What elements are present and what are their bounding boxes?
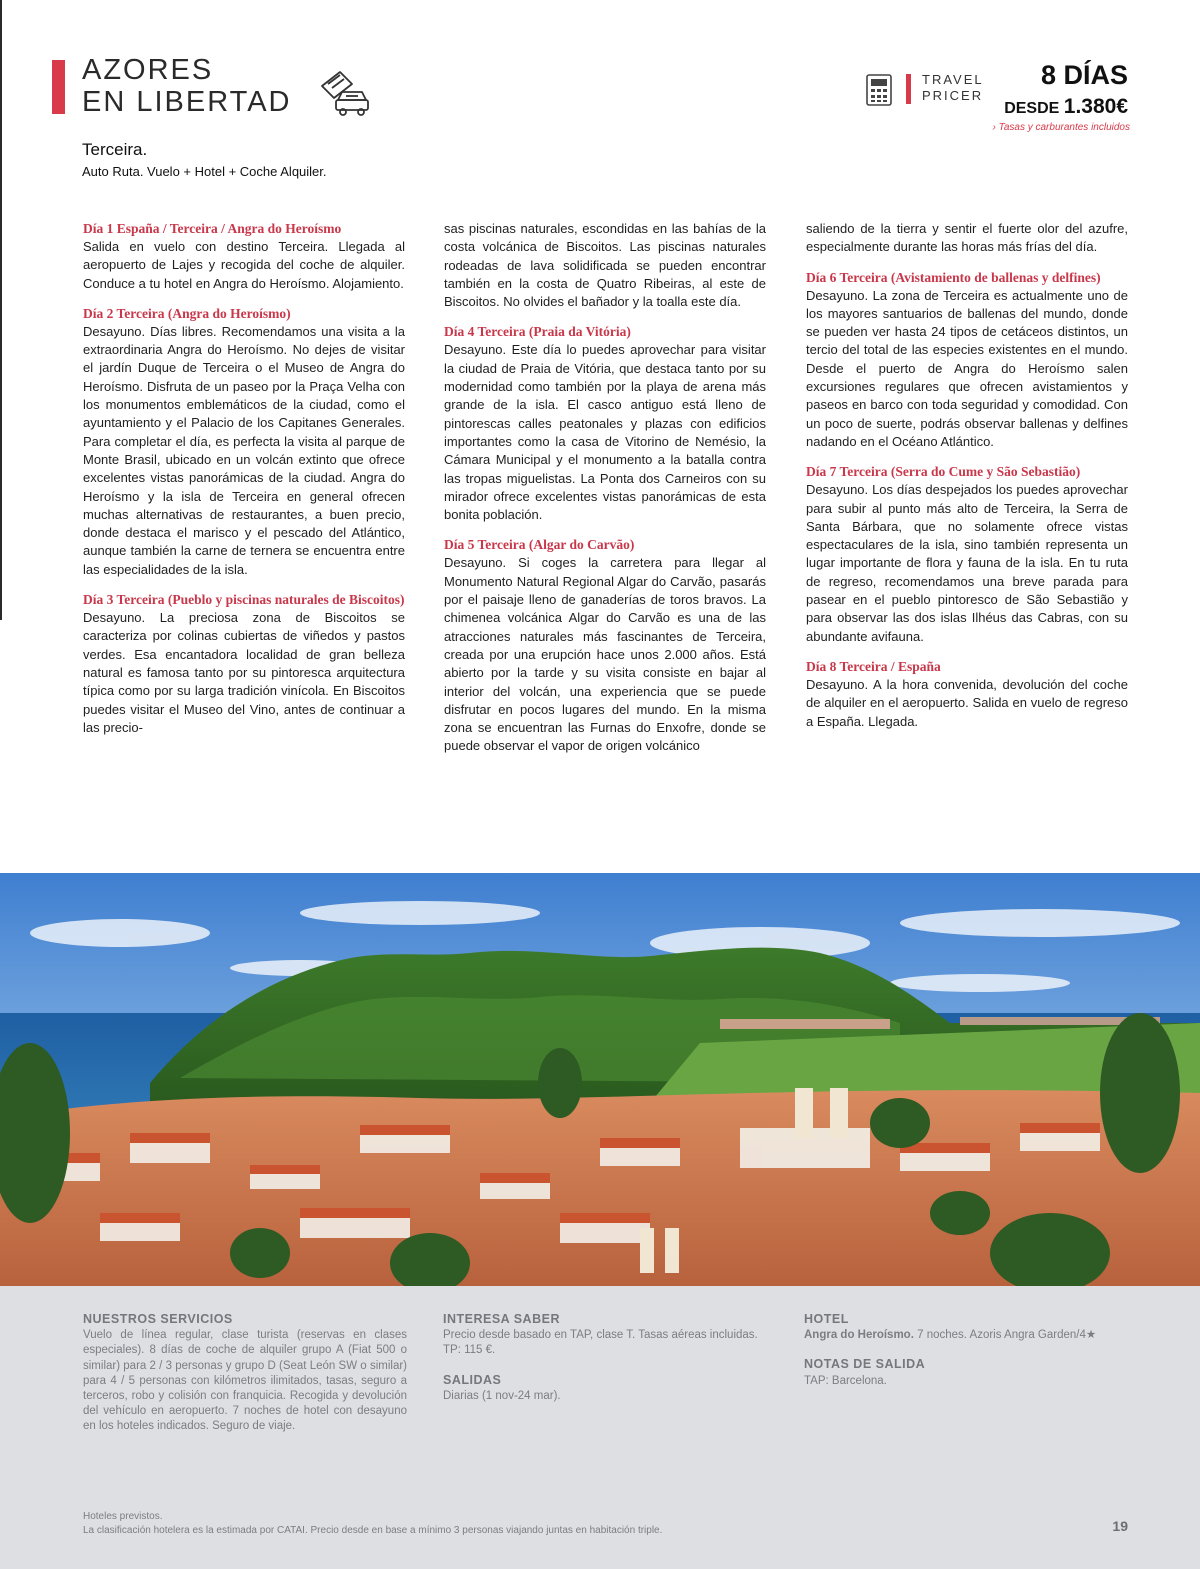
itinerary-day [444,323,766,524]
day-text: Desayuno. Días libres. Recomendamos una visita a la extraordinaria Angra do Heroísmo. No dejes de visitar el jardín Duque de Terceira o el Museo de Angra do Heroísmo. Disfruta de un paseo por la Praça Velha con los monumentos emblemáticos de la ciudad, como el ayuntamiento y el Palacio de los Capitanes Generales. Para completar el día, es perfecta la visita al parque de Monte Brasil, ubicado en un volcán extinto que ofrece excelentes vistas panorámicas de la ciudad. Angra do Heroísmo y la isla de Terceira en general ofrecen muchas alternativas de restaurantes, a buen precio, donde destaca el marisco y el pescado del Atlántico, aunque también la carne de ternera se encuentra entre las especialidades de la isla. [83,323,405,577]
travel-label: TRAVEL [922,72,984,87]
day-text: Desayuno. A la hora convenida, devolución del coche de alquiler en el aeropuerto. Salida en vuelo de regreso a España. Llegada. [806,676,1128,729]
itinerary-day-continued [806,220,1128,257]
footnote-line-1: Hoteles previstos. [83,1511,163,1522]
page-edge-line [0,0,2,620]
services-section [83,1312,407,1435]
subtitle: Terceira. [82,140,148,159]
day-text: Salida en vuelo con destino Terceira. Llegada al aeropuerto de Lajes y recogida del coche de alquiler. Conduce a tu hotel en Angra do Heroísmo. Alojamiento. [83,239,405,291]
itinerary-day [83,220,405,293]
itinerary-column-2 [444,220,766,768]
angra-do-heroismo-photo [0,873,1200,1286]
services-text: Vuelo de línea regular, clase turista (reservas en clases especiales). 8 días de coche de alquiler grupo A (Fiat 500 o similar) para 2 / 3 personas y grupo D (Seat León SW o similar) para 4 / 5 personas con kilómetros ilimitados, tasas, seguro a terceros, robo y colisión con franquicia. Recogida y devolución del vehículo en aeropuerto. 7 noches de hotel con desayuno en los hoteles indicados. Seguro de viaje. [83,1329,407,1433]
itinerary-day [444,536,766,755]
hotel-city: Angra do Heroísmo. [804,1329,914,1342]
itinerary-column-3 [806,220,1128,743]
hotel-details: 7 noches. Azoris Angra Garden/4★ [917,1329,1097,1342]
departure-notes-text: TAP: Barcelona. [804,1374,887,1387]
day-text: Desayuno. La zona de Terceira es actualmente uno de los mayores santuarios de ballenas del mundo, donde se pueden ver hasta 24 tipos de cetáceos distintos, un tercio del total de las especies existentes en el mundo. Desde el puerto de Angra do Heroísmo salen excursiones regulares que ofrecen avistamientos y paseos en barco con toda seguridad y comodidad. Con un poco de suerte, podrás observar ballenas y delfines nadando en el Océano Atlántico. [806,287,1128,449]
day-title: Día 4 Terceira (Praia da Vitória) [444,324,631,340]
good-to-know-heading: INTERESA SABER [443,1312,560,1326]
title-accent-bar [52,60,65,114]
departures-heading: SALIDAS [443,1372,502,1387]
car-rental-icon [318,66,374,118]
day-title: Día 2 Terceira (Angra do Heroísmo) [83,305,291,321]
day-title: Día 1 España / Terceira / Angra do Heroísmo [83,221,342,236]
trip-duration: 8 DÍAS [1040,60,1128,90]
hotel-heading: HOTEL [804,1312,849,1326]
title-line-1: AZORES [82,54,214,86]
day-text: Desayuno. Si coges la carretera para llegar al Monumento Natural Regional Algar do Carvão, pasarás por el paisaje lleno de ganaderías de toros bravos. La chimenea volcánica Algar do Carvão es una de las atracciones naturales más fascinantes de Terceira, creada por una erupción hace unos 2.000 años. Está abierto por la tarde y su visita consiste en bajar al interior del volcán, una experiencia que se puede disfrutar en pocos lugares del mundo. En la misma zona se encuentran las Furnas do Enxofre, donde se puede observar el vapor de origen volcánico [444,555,766,754]
calculator-icon [866,74,892,106]
pricer-label: PRICER [922,88,984,103]
day-title: Día 5 Terceira (Algar do Carvão) [444,537,635,553]
good-to-know-text: Precio desde basado en TAP, clase T. Tasas aéreas incluidas. TP: 115 €. [443,1329,758,1357]
day-text: Desayuno. Este día lo puedes aprovechar para visitar la ciudad de Praia de Vitória, que destaca tanto por su modernidad como también por la playa de arena más grande de la isla. El casco antiguo está lleno de pintorescas calles peatonales y plazas con edificios importantes como la casa de Vitorino de Nemésio, la Cámara Municipal y el monumento a la batalla contra las tropas miguelistas. La Ponta dos Carneiros con su mirador ofrece excelentes vistas panorámicas de esta bonita población. [444,342,766,523]
hotel-section [804,1312,1134,1403]
page-number: 19 [1112,1518,1128,1534]
page-title [82,54,291,118]
desde-label: DESDE [1004,100,1060,117]
itinerary-column-1 [83,220,405,749]
day-text: Desayuno. La preciosa zona de Biscoitos se caracteriza por colinas cubiertas de viñedos y pastos verdes. Esa encantadora localidad de gran belleza natural es famosa tanto por su pintoresca arquitectura típica como por su larga tradición vinícola. En Biscoitos puedes visitar el Museo del Vino, antes de continuar a las precio- [83,610,405,735]
day-title: Día 3 Terceira (Pueblo y piscinas naturales de Biscoitos) [83,592,405,608]
price-value: 1.380€ [1063,95,1128,118]
day-title: Día 8 Terceira / España [806,658,941,674]
day-text: saliendo de la tierra y sentir el fuerte olor del azufre, especialmente durante las horas más frías del día. [806,221,1128,255]
itinerary-day [806,269,1128,452]
day-text: Desayuno. Los días despejados los puedes aprovechar para subir al punto más alto de Terceira, la Serra de Santa Bárbara, que no solamente ofrece vistas espectaculares de la isla, sino también representa un lugar importante de flora y fauna de la isla. En tu ruta de regreso, recomendamos una breve parada para pasear en el pueblo pintoresco de São Sebastião y para observar las dos islas Ilhéus das Cabras, con su abundante avifauna. [806,482,1128,644]
itinerary-day [83,591,405,737]
footnote [83,1510,662,1538]
itinerary-day [83,305,405,579]
footnote-line-2: La clasificación hotelera es la estimada por CATAI. Precio desde en base a mínimo 3 personas viajando juntas en habitación triple. [83,1525,663,1536]
day-title: Día 7 Terceira (Serra do Cume y São Sebastião) [806,464,1081,480]
itinerary-day-continued [444,220,766,311]
travel-pricer-logo [922,72,984,104]
itinerary-day [806,658,1128,731]
travel-pricer-bar [906,74,911,104]
itinerary-day [806,463,1128,646]
taxes-note: › Tasas y carburantes incluidos [992,122,1130,133]
trip-type: Auto Ruta. Vuelo + Hotel + Coche Alquiler. [82,164,327,179]
price-from [1004,95,1128,119]
day-title: Día 6 Terceira (Avistamiento de ballenas y delfines) [806,269,1101,285]
services-heading: NUESTROS SERVICIOS [83,1312,233,1326]
title-line-2: EN LIBERTAD [82,86,292,118]
departure-notes-heading: NOTAS DE SALIDA [804,1357,926,1372]
good-to-know-section [443,1312,765,1418]
departures-text: Diarias (1 nov-24 mar). [443,1389,561,1402]
day-text: sas piscinas naturales, escondidas en las bahías de la costa volcánica de Biscoitos. Las piscinas naturales rodeadas de lava solidificada se pueden encontrar también en la costa de Quatro Ribeiras, al este de Biscoitos. No olvides el bañador y la toalla este día. [444,221,766,310]
hotel-text [804,1328,1134,1343]
